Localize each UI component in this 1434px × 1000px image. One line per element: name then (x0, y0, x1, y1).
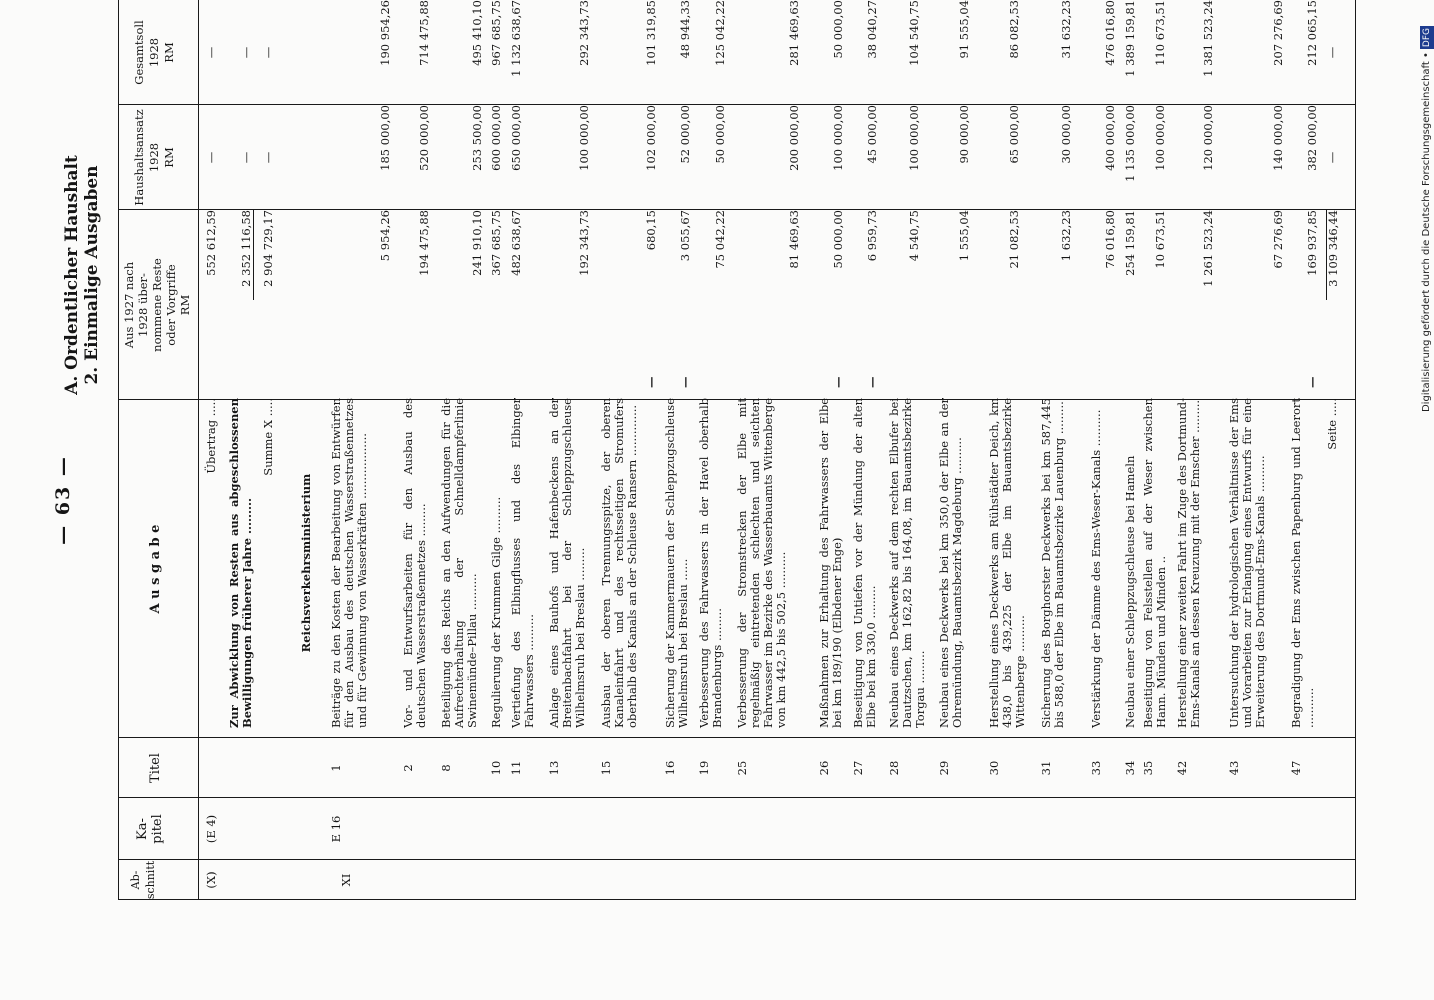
row-soll: 207 276,69 (1271, 0, 1285, 66)
row-ausgabe: Untersuchung der hydrologischen Verhältnisse der Ems und Vorarbeiten zur Erlangung eines Entwurfs für eine Erweiterung des Dortmund-Ems-Kanals .......... (1227, 398, 1267, 728)
row-soll: 1 381 523,24 (1201, 0, 1215, 77)
row-reste: 254 159,81 (1123, 210, 1137, 276)
digitization-text: Digitalisierung gefördert durch die Deutsche Forschungsgemeinschaft • (1421, 52, 1432, 413)
col-header-ausgabe: A u s g a b e (148, 524, 163, 614)
row-titel: 30 (987, 760, 1001, 776)
header-title: A. Ordentlicher Haushalt (62, 155, 82, 395)
table-row (736, 0, 802, 1000)
row-reste: 2 904 729,17 (261, 210, 275, 287)
table-row (402, 0, 432, 1000)
row-ausgabe: Anlage eines Bauhofs und Hafenbeckens an der Breitenbachfahrt bei der Schleppzugschleuse Wilhelmsruh bei Breslau ......... (547, 398, 587, 728)
row-soll: 495 410,10 (470, 0, 484, 66)
table-row (440, 0, 484, 1000)
row-titel: 10 (489, 760, 503, 776)
row-titel: 25 (735, 760, 749, 776)
table-row (330, 0, 392, 1000)
row-ausgabe: Vor- und Entwurfsarbeiten für den Ausbau des deutschen Wasserstraßennetzes ......... (401, 398, 428, 728)
row-soll: 48 944,33 (678, 0, 692, 59)
minus-sign: — (1305, 376, 1319, 388)
row-ansatz: — (261, 151, 275, 164)
row-ansatz: 520 000,00 (417, 105, 431, 171)
row-ansatz: — (239, 151, 253, 164)
row-reste: 1 555,04 (957, 210, 971, 262)
table-row (600, 0, 658, 1000)
minus-sign: — (678, 376, 692, 388)
row-titel: 35 (1141, 760, 1155, 776)
header-subtitle: 2. Einmalige Ausgaben (82, 165, 102, 385)
row-ansatz: 52 000,00 (678, 105, 692, 164)
dfg-logo: DFG (1422, 28, 1432, 48)
row-ausgabe: Begradigung der Ems zwischen Papenburg und Leerort ........... (1289, 398, 1316, 728)
row-soll: 212 065,15 (1305, 0, 1319, 66)
row-titel: 28 (887, 760, 901, 776)
row-ausgabe: Neubau eines Deckwerks bei km 350,0 der Elbe an der Ohremündung, Bauamtsbezirk Magdeburg .......... (937, 398, 964, 728)
table-row (1090, 0, 1120, 1000)
row-titel: 2 (401, 764, 415, 772)
row-titel: 29 (937, 760, 951, 776)
row-soll: 104 540,75 (907, 0, 921, 66)
row-soll: 1 132 638,67 (509, 0, 523, 77)
row-soll: 50 000,00 (831, 0, 845, 59)
row-soll: 38 040,27 (865, 0, 879, 59)
row-ausgabe: Beteiligung des Reichs an den Aufwendungen für die Aufrechterhaltung der Schnelldampferlinie Swinemünde–Pillau .......... (439, 398, 479, 728)
row-titel: 47 (1289, 760, 1303, 776)
row-ansatz: 100 000,00 (577, 105, 591, 171)
row-ausgabe: Übertrag ..... (204, 398, 218, 474)
row-titel: 42 (1175, 760, 1189, 776)
row-reste: 552 612,59 (204, 210, 218, 276)
row-ausgabe: Seite ..... (1325, 398, 1339, 450)
table-row (664, 0, 692, 1000)
row-reste: 192 343,73 (577, 210, 591, 276)
table-bottom-rule (1355, 0, 1356, 900)
row-titel: 13 (547, 760, 561, 776)
row-ansatz: 90 000,00 (957, 105, 971, 164)
row-titel: 27 (851, 760, 865, 776)
row-soll: 714 475,88 (417, 0, 431, 66)
row-soll: 1 389 159,81 (1123, 0, 1137, 77)
row-soll: 110 673,51 (1153, 0, 1167, 66)
row-ansatz: 65 000,00 (1007, 105, 1021, 164)
row-titel: 31 (1039, 760, 1053, 776)
row-soll: — (261, 46, 275, 59)
row-ausgabe: Beseitigung von Felsstellen auf der Weser zwischen Hann. Münden und Minden .. (1141, 398, 1168, 728)
section-heading: Reichsverkehrsministerium (299, 473, 313, 653)
row-ansatz: 200 000,00 (787, 105, 801, 171)
row-kapitel: E 16 (329, 815, 343, 843)
row-reste: 4 540,75 (907, 210, 921, 262)
row-titel: 11 (509, 760, 523, 776)
row-soll: 292 343,73 (577, 0, 591, 66)
table-row (548, 0, 592, 1000)
row-ansatz: — (204, 151, 218, 164)
row-ausgabe: Neubau eines Deckwerks auf dem rechten Elbufer bei Dautzschen, km 162,82 bis 164,08, im Bauamtsbezirke Torgau ......... (887, 398, 927, 728)
row-ausgabe: Herstellung eines Deckwerks am Rühstädter Deich, km 438,0 bis 439,225 der Elbe im Bauamtsbezirke Wittenberge .......... (987, 398, 1027, 728)
table-row (228, 0, 256, 1000)
row-ansatz: 120 000,00 (1201, 105, 1215, 171)
table-row (1142, 0, 1172, 1000)
row-titel: 16 (663, 760, 677, 776)
digitization-note (1420, 26, 1434, 996)
row-ansatz: 100 000,00 (1153, 105, 1167, 171)
row-reste: 81 469,63 (787, 210, 801, 269)
row-ansatz: 382 000,00 (1305, 105, 1319, 171)
row-reste: 76 016,80 (1103, 210, 1117, 269)
col-header-ansatz: Haushaltsansatz 1928 RM (132, 109, 176, 206)
row-ansatz: 100 000,00 (831, 105, 845, 171)
table-row (1290, 0, 1320, 1000)
row-ausgabe: Summe X ..... (261, 398, 275, 476)
row-reste: 67 276,69 (1271, 210, 1285, 269)
row-soll: 91 555,04 (957, 0, 971, 59)
col-header-abschnitt: Ab- schnitt (129, 860, 157, 900)
minus-sign: — (865, 376, 879, 388)
table-row (888, 0, 932, 1000)
row-ausgabe: Herstellung einer zweiten Fahrt im Zuge des Dortmund-Ems-Kanals an dessen Kreuzung mit der Emscher ......... (1175, 398, 1202, 728)
row-soll: 101 319,85 (644, 0, 658, 66)
minus-sign: — (831, 376, 845, 388)
table-row (852, 0, 882, 1000)
row-soll: 31 632,23 (1059, 0, 1073, 59)
row-ansatz: 100 000,00 (907, 105, 921, 171)
table-row (510, 0, 540, 1000)
row-ausgabe: Maßnahmen zur Erhaltung des Fahrwassers der Elbe bei km 189/190 (Elbdener Enge) (817, 398, 844, 728)
row-ansatz: 650 000,00 (509, 105, 523, 171)
row-ansatz: 50 000,00 (713, 105, 727, 164)
table-row (988, 0, 1032, 1000)
row-ausgabe: Verstärkung der Dämme des Ems-Weser-Kanals .......... (1089, 409, 1103, 728)
table-row (698, 0, 728, 1000)
table-header-rule (198, 0, 199, 900)
row-titel: 15 (599, 760, 613, 776)
row-ausgabe: Sicherung der Kammermauern der Schleppzugschleuse Wilhelmsruh bei Breslau ...... (663, 398, 690, 728)
table-row (205, 0, 225, 1000)
row-soll: 190 954,26 (378, 0, 392, 66)
row-ausgabe: Verbesserung des Fahrwassers in der Havel oberhalb Brandenburgs ......... (697, 398, 724, 728)
row-reste: 1 261 523,24 (1201, 210, 1215, 287)
row-reste: 169 937,85 (1305, 210, 1319, 276)
row-reste: 10 673,51 (1153, 210, 1167, 269)
col-header-titel: Titel (148, 753, 163, 783)
row-reste: 2 352 116,58 (240, 210, 254, 300)
row-reste: 50 000,00 (831, 210, 845, 269)
row-soll: 967 685,75 (489, 0, 503, 66)
row-titel: 33 (1089, 760, 1103, 776)
row-soll: 281 469,63 (787, 0, 801, 66)
row-ansatz: 400 000,00 (1103, 105, 1117, 171)
row-reste: 3 055,67 (678, 210, 692, 262)
table-row (1228, 0, 1286, 1000)
row-titel: 8 (439, 764, 453, 772)
row-reste: 367 685,75 (489, 210, 503, 276)
row-ausgabe: Sicherung des Borghorster Deckwerks bei km 587,445 bis 588,0 der Elbe im Bauamtsbezirke Lauenburg ......... (1039, 398, 1066, 728)
row-ausgabe: Vertiefung des Elbingflusses und des Elbinger Fahrwassers .......... (509, 398, 536, 728)
row-reste: 482 638,67 (509, 210, 523, 276)
row-reste: 241 910,10 (470, 210, 484, 276)
row-ansatz: 140 000,00 (1271, 105, 1285, 171)
row-soll: — (204, 46, 218, 59)
row-ausgabe: Zur Abwicklung von Resten aus abgeschlossenen Bewilligungen früherer Jahre ......... (227, 398, 254, 728)
page-number: — 63 — (52, 455, 74, 545)
row-ansatz: — (1325, 151, 1339, 164)
table-row (1040, 0, 1084, 1000)
table-row (262, 0, 280, 1000)
table-row (1124, 0, 1140, 1000)
row-ansatz: 253 500,00 (470, 105, 484, 171)
row-abschnitt: (X) (204, 871, 218, 889)
table-row (490, 0, 506, 1000)
row-ausgabe: Verbesserung der Stromstrecken der Elbe mit regelmäßig eintretenden schlechten und seichten Fahrwasser im Bezirke des Wasserbauamts Wittenberge von km 442,5 bis 502,5 .......... (735, 398, 788, 728)
row-ansatz: 600 000,00 (489, 105, 503, 171)
row-ausgabe: Beiträge zu den Kosten der Bearbeitung von Entwürfen für den Ausbau des deutschen Wasserstraßennetzes und für Gewinnung von Wasserkräften .................. (329, 398, 369, 728)
row-soll: — (1325, 46, 1339, 59)
row-titel: 34 (1123, 760, 1137, 776)
row-reste: 3 109 346,44 (1326, 210, 1340, 300)
row-ansatz: 1 135 000,00 (1123, 105, 1137, 182)
row-reste: 194 475,88 (417, 210, 431, 276)
row-reste: 1 632,23 (1059, 210, 1073, 262)
row-titel: 1 (329, 764, 343, 772)
row-abschnitt: XI (339, 873, 353, 887)
row-titel: 19 (697, 760, 711, 776)
col-header-kapitel: Ka- pitel (135, 814, 165, 844)
row-soll: 125 042,22 (713, 0, 727, 66)
row-reste: 6 959,73 (865, 210, 879, 262)
table-row (1326, 0, 1346, 1000)
row-soll: — (239, 46, 253, 59)
row-reste: 680,15 (644, 210, 658, 251)
row-ansatz: 45 000,00 (865, 105, 879, 164)
row-soll: 86 082,53 (1007, 0, 1021, 59)
table-row (1176, 0, 1220, 1000)
col-header-reste: Aus 1927 nach 1928 über- nommene Reste oder Vorgriffe RM (122, 258, 192, 352)
col-header-soll: Gesamtsoll 1928 RM (132, 20, 176, 85)
row-ansatz: 102 000,00 (644, 105, 658, 171)
row-titel: 26 (817, 760, 831, 776)
row-soll: 476 016,80 (1103, 0, 1117, 66)
minus-sign: — (644, 376, 658, 388)
row-ansatz: 30 000,00 (1059, 105, 1073, 164)
row-ansatz: 185 000,00 (378, 105, 392, 171)
table-top-rule (118, 0, 119, 900)
row-reste: 5 954,26 (378, 210, 392, 262)
row-reste: 75 042,22 (713, 210, 727, 269)
row-reste: 21 082,53 (1007, 210, 1021, 269)
row-ausgabe: Beseitigung von Untiefen vor der Mündung der alten Elbe bei km 330,0 ......... (851, 398, 878, 728)
row-ausgabe: Regulierung der Krummen Gilge .......... (489, 496, 503, 728)
row-ausgabe: Ausbau der oberen Trennungsspitze, der oberen Kanaleinfahrt und des rechtsseitigen Stromufers oberhalb des Kanals an der Schleuse Ransern .............. (599, 398, 639, 728)
table-row (818, 0, 846, 1000)
row-titel: 43 (1227, 760, 1241, 776)
row-ausgabe: Neubau einer Schleppzugschleuse bei Hameln (1123, 455, 1137, 728)
table-row (938, 0, 982, 1000)
row-kapitel: (E 4) (204, 814, 218, 844)
